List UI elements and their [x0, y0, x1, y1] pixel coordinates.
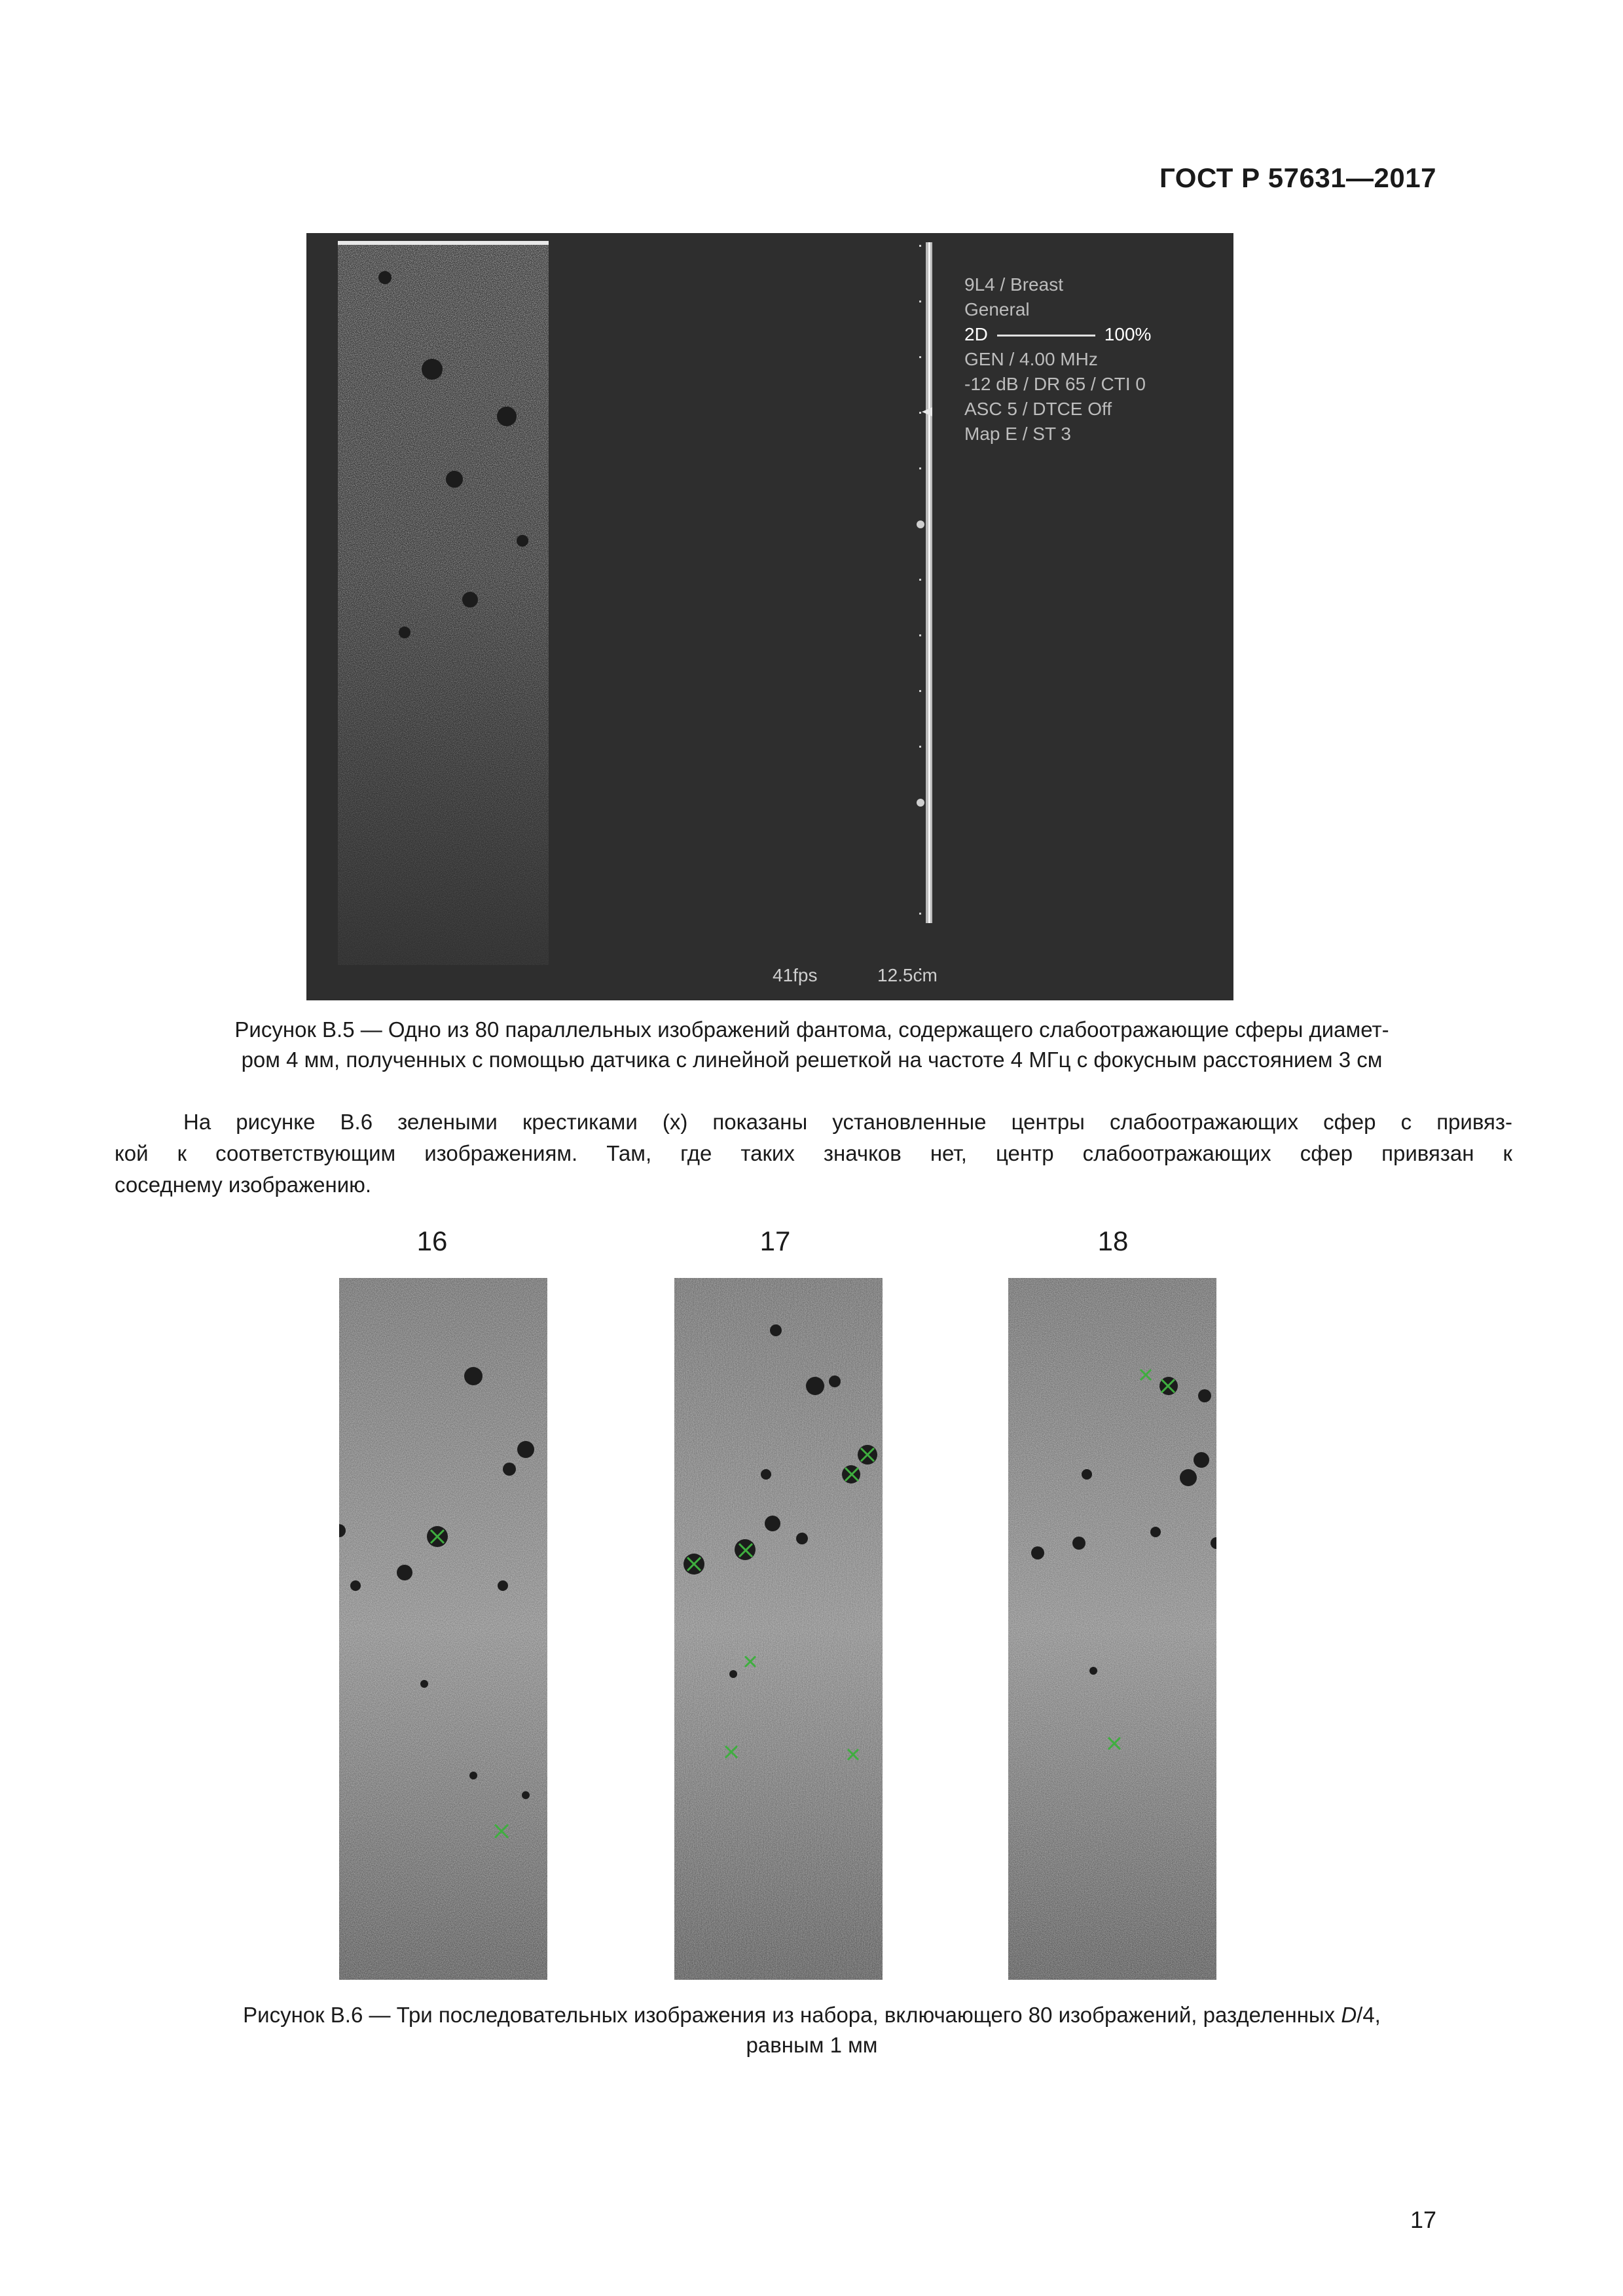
figure-b5-caption [111, 1015, 1512, 1075]
panel-label-18: 18 [1097, 1226, 1129, 1256]
asc-label: ASC 5 / DTCE Off [964, 399, 1112, 419]
paragraph-line2: кой к соответствующим изображениям. Там, где таких значков нет, центр слабоотражающих сфер привязан к [115, 1141, 1512, 1165]
figure-b6-caption-suffix: /4, [1357, 2003, 1381, 2027]
figure-b6-caption-prefix: Рисунок В.6 — Три последовательных изображения из набора, включающего 80 изображений, разделенных [243, 2003, 1341, 2027]
document-header: ГОСТ Р 57631—2017 [1159, 162, 1436, 193]
frequency-label: GEN / 4.00 MHz [964, 349, 1098, 369]
ultrasound-slice-18 [1008, 1278, 1216, 1980]
ultrasound-parameters [964, 272, 1226, 446]
gain-label: -12 dB / DR 65 / CTI 0 [964, 374, 1146, 394]
figure-b6-caption-italic: D [1341, 2003, 1357, 2027]
depth-tick-marks [917, 245, 924, 970]
fps-label: 41fps [773, 965, 818, 985]
depth-label: 12.5cm [877, 965, 938, 985]
ultrasound-slice-17 [674, 1278, 883, 1980]
figure-b6-caption [111, 2000, 1512, 2060]
power-label: 100% [1104, 324, 1152, 344]
ultrasound-slice-16 [339, 1278, 547, 1980]
paragraph-line3: соседнему изображению. [115, 1173, 372, 1197]
page-number: 17 [1410, 2206, 1436, 2233]
ultrasound-screen-image [306, 233, 1233, 1000]
figure-b5-caption-line2: ром 4 мм, полученных с помощью датчика с линейной решеткой на частоте 4 МГц с фокусным расстоянием 3 см [241, 1048, 1383, 1072]
figure-b6-caption-line2: равным 1 мм [746, 2033, 878, 2057]
body-paragraph [115, 1106, 1512, 1201]
mode-power-row [964, 322, 1226, 347]
map-label: Map E / ST 3 [964, 424, 1071, 444]
paragraph-line1: На рисунке В.6 зелеными крестиками (x) показаны установленные центры слабоотражающих сфер с привяз- [183, 1110, 1512, 1134]
transducer-line [338, 241, 549, 245]
panel-label-16: 16 [416, 1226, 448, 1256]
figure-b5-caption-line1: Рисунок В.5 — Одно из 80 параллельных изображений фантома, содержащего слабоотражающие сферы диамет- [234, 1017, 1389, 1042]
depth-scale [926, 242, 932, 923]
power-bar [997, 335, 1095, 337]
mode-label: 2D [964, 324, 988, 344]
panel-label-17: 17 [759, 1226, 791, 1256]
preset-label: General [964, 299, 1030, 319]
probe-label: 9L4 / Breast [964, 274, 1063, 295]
